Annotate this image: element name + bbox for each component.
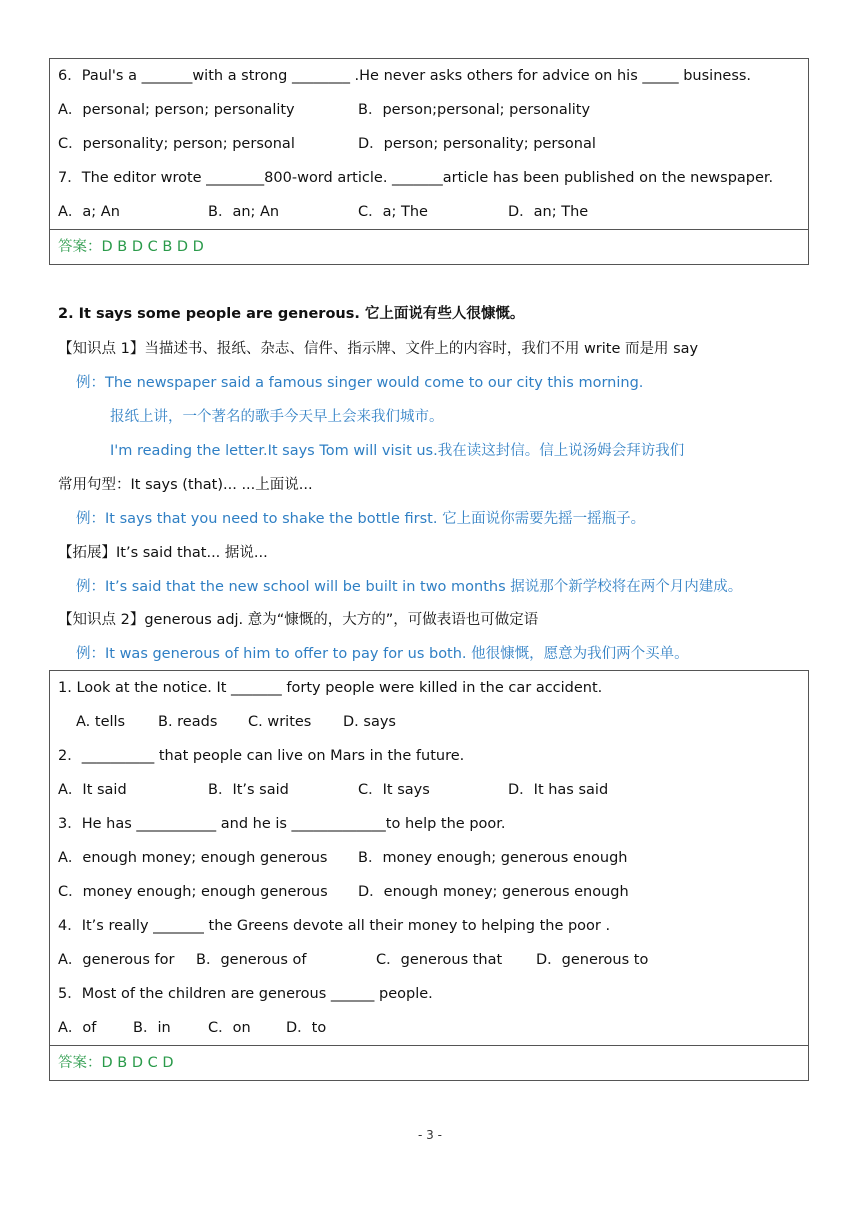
option-a: A. tells [76,714,126,730]
question-3-options-ab [58,841,800,875]
answer-key-2: 答案：D B D C D [50,1045,808,1080]
section-heading: 2. It says some people are generous. 它上面说有些人很慷慨。 [58,306,525,322]
option-c: C．on [208,1020,251,1036]
option-d: D．generous to [536,952,649,968]
question-5-options [58,1011,800,1045]
option-c: C．a; The [358,204,428,220]
option-a: A．enough money; enough generous [58,850,328,866]
option-d: D．It has said [508,782,609,798]
question-6-options-ab [58,93,800,127]
question-7-options [58,195,800,229]
option-c: C．It says [358,782,430,798]
option-a: A．a; An [58,204,120,220]
option-c: C．generous that [376,952,503,968]
question-4-stem: 4．It’s really _______ the Greens devote all their money to helping the poor . [58,918,611,934]
question-2-options [58,773,800,807]
question-5-stem: 5．Most of the children are generous ______ people. [58,986,433,1002]
option-a: A．personal; person; personality [58,102,295,118]
knowledge-point-1: 【知识点 1】当描述书、报纸、杂志、信件、指示牌、文件上的内容时，我们不用 write 而是用 say [58,341,699,357]
option-d: D. says [343,714,396,730]
knowledge-point-2: 【知识点 2】generous adj. 意为“慷慨的，大方的”，可做表语也可做定语 [58,612,539,628]
exercise-box-1 [49,58,809,265]
option-d: D．an; The [508,204,589,220]
example-4: 例：It’s said that the new school will be built in two months 据说那个新学校将在两个月内建成。 [76,579,743,595]
option-c: C．personality; person; personal [58,136,295,152]
question-6-options-cd [58,127,800,161]
question-1-options [58,705,800,739]
example-1: 例：The newspaper said a famous singer would come to our city this morning. [76,375,644,391]
example-5: 例：It was generous of him to offer to pay for us both. 他很慷慨，愿意为我们两个买单。 [76,646,689,662]
page-number: - 3 - [418,1128,442,1142]
option-a: A．generous for [58,952,175,968]
question-3-options-cd [58,875,800,909]
option-b: B．It’s said [208,782,289,798]
example-3: 例：It says that you need to shake the bottle first. 它上面说你需要先摇一摇瓶子。 [76,511,646,527]
option-c: C．money enough; enough generous [58,884,328,900]
option-b: B．in [133,1020,171,1036]
option-b: B. reads [158,714,218,730]
common-pattern: 常用句型：It says (that)... ...上面说... [58,477,313,493]
option-b: B．an; An [208,204,280,220]
example-label: 例： [76,375,105,391]
example-1-translation: 报纸上讲，一个著名的歌手今天早上会来我们城市。 [110,409,444,425]
option-a: A．It said [58,782,127,798]
example-2: I'm reading the letter.It says Tom will visit us.我在读这封信。信上说汤姆会拜访我们 [110,443,685,459]
answer-key-1: 答案：D B D C B D D [50,229,808,264]
option-d: D．enough money; generous enough [358,884,629,900]
option-c: C. writes [248,714,312,730]
option-b: B．person;personal; personality [358,102,591,118]
option-d: D．to [286,1020,327,1036]
question-7-stem: 7．The editor wrote ________800-word article. _______article has been published on the newspaper. [58,170,774,186]
exercise-box-2 [49,670,809,1081]
option-b: B．money enough; generous enough [358,850,628,866]
option-b: B．generous of [196,952,307,968]
question-4-options [58,943,800,977]
extension-note: 【拓展】It’s said that... 据说... [58,545,268,561]
option-d: D．person; personality; personal [358,136,596,152]
question-3-stem: 3．He has ___________ and he is _____________to help the poor. [58,816,506,832]
question-6-stem: 6．Paul's a _______with a strong ________ .He never asks others for advice on his _____ business. [58,68,752,84]
question-1-stem: 1. Look at the notice. It _______ forty people were killed in the car accident. [58,680,603,696]
question-2-stem: 2．__________ that people can live on Mars in the future. [58,748,465,764]
option-a: A．of [58,1020,97,1036]
